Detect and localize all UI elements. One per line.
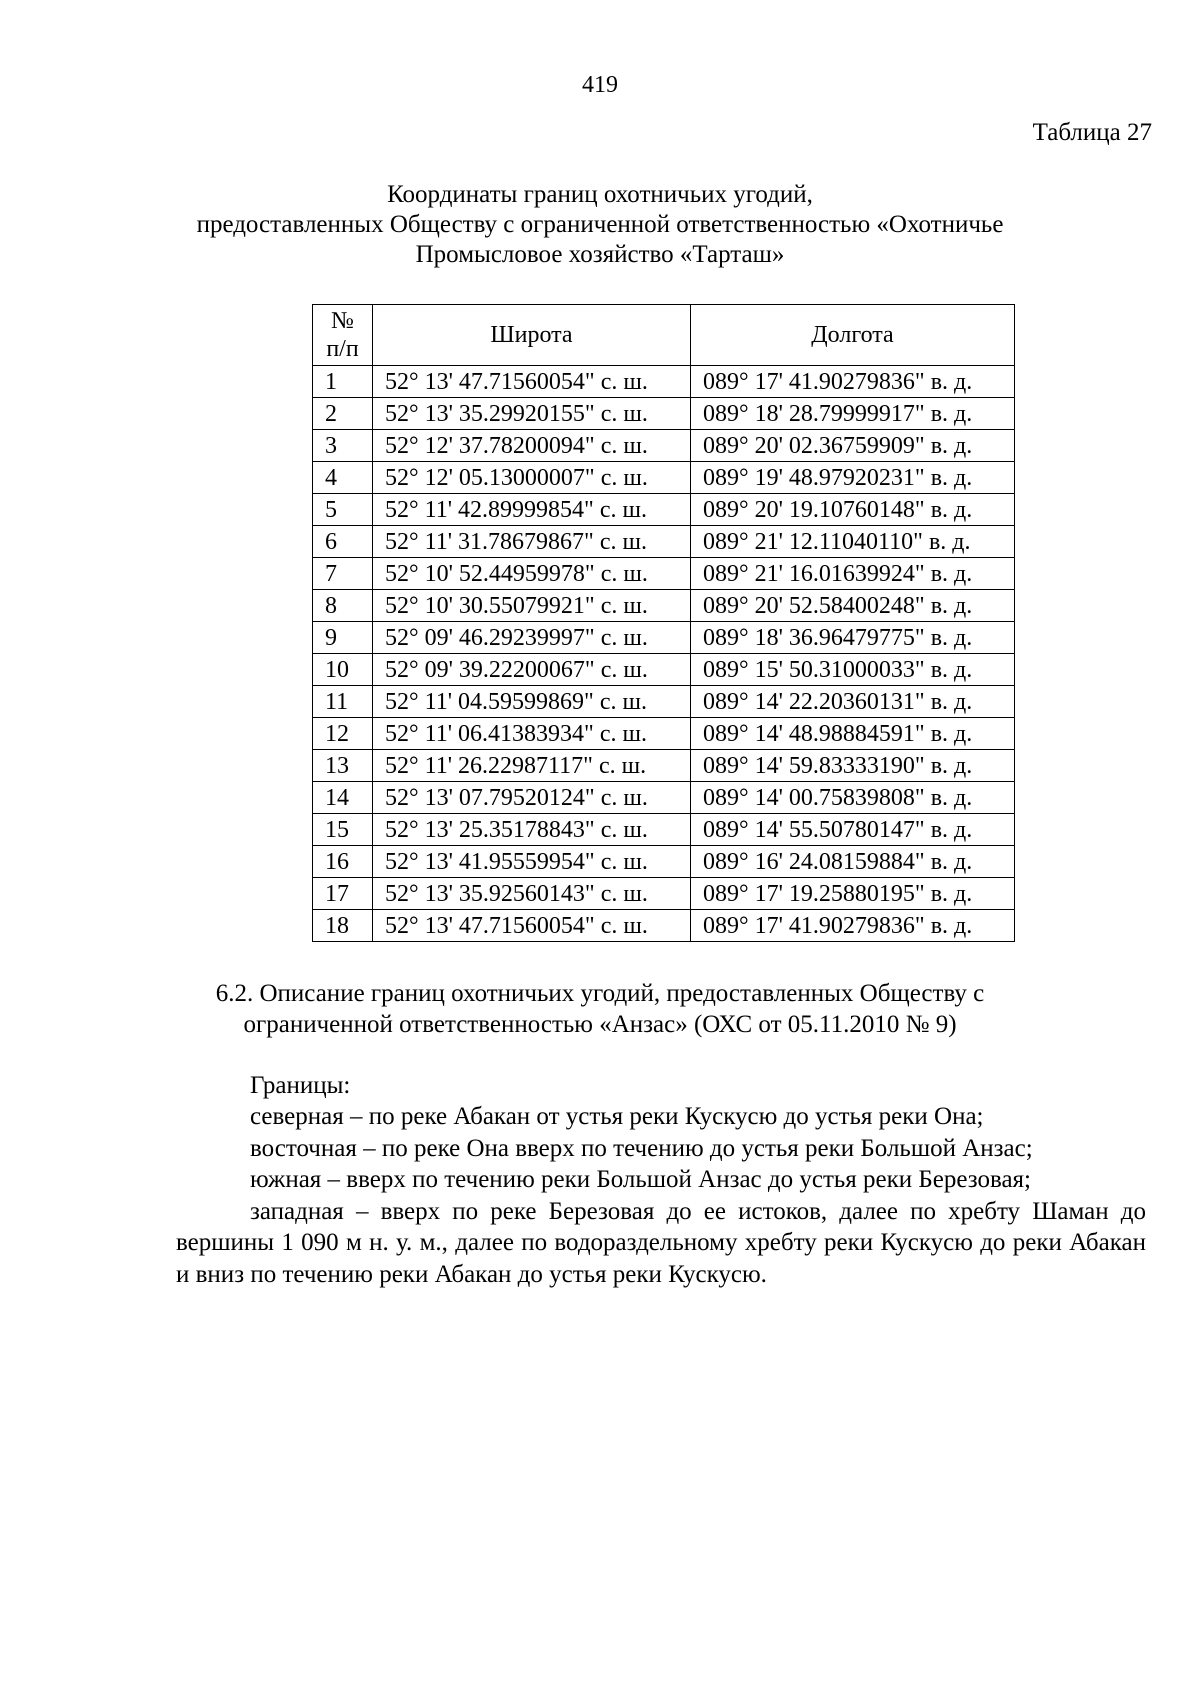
table-row bbox=[313, 878, 1015, 910]
section-heading bbox=[150, 978, 1050, 1040]
title-line: Промысловое хозяйство «Тарташ» bbox=[415, 241, 785, 268]
table-row bbox=[313, 910, 1015, 942]
longitude-cell: 089° 17' 41.90279836" в. д. bbox=[691, 910, 1015, 942]
row-number: 14 bbox=[313, 782, 373, 814]
latitude-cell: 52° 11' 04.59599869" с. ш. bbox=[373, 686, 691, 718]
latitude-cell: 52° 12' 37.78200094" с. ш. bbox=[373, 430, 691, 462]
table-body bbox=[313, 366, 1015, 942]
table-row bbox=[313, 814, 1015, 846]
row-number: 1 bbox=[313, 366, 373, 398]
boundary-north: северная – по реке Абакан от устья реки Кускусю до устья реки Она; bbox=[250, 1103, 984, 1130]
row-number: 9 bbox=[313, 622, 373, 654]
row-number: 12 bbox=[313, 718, 373, 750]
latitude-cell: 52° 11' 26.22987117" с. ш. bbox=[373, 750, 691, 782]
page-number: 419 bbox=[582, 72, 618, 98]
table-row bbox=[313, 558, 1015, 590]
longitude-cell: 089° 14' 59.83333190" в. д. bbox=[691, 750, 1015, 782]
section-heading-line: 6.2. Описание границ охотничьих угодий, предоставленных Обществу с bbox=[215, 980, 985, 1007]
latitude-cell: 52° 10' 30.55079921" с. ш. bbox=[373, 590, 691, 622]
row-number: 15 bbox=[313, 814, 373, 846]
longitude-cell: 089° 20' 52.58400248" в. д. bbox=[691, 590, 1015, 622]
latitude-cell: 52° 13' 25.35178843" с. ш. bbox=[373, 814, 691, 846]
boundary-east: восточная – по реке Она вверх по течению до устья реки Большой Анзас; bbox=[250, 1134, 1033, 1162]
table-row bbox=[313, 590, 1015, 622]
header-number: № п/п bbox=[313, 305, 373, 366]
latitude-cell: 52° 13' 07.79520124" с. ш. bbox=[373, 782, 691, 814]
table-title bbox=[150, 180, 1050, 270]
boundary-south: южная – вверх по течению реки Большой Анзас до устья реки Березовая; bbox=[250, 1166, 1032, 1193]
table-row bbox=[313, 686, 1015, 718]
latitude-cell: 52° 13' 47.71560054" с. ш. bbox=[373, 366, 691, 398]
boundary-west: западная – вверх по реке Березовая до ее истоков, далее по хребту Шаман до вершины 1 090 м н. у. м., далее по водораздельному хребту реки Кускусю до реки Абакан и вниз по течению реки Абакан до устья реки Кускусю. bbox=[176, 1197, 1146, 1288]
latitude-cell: 52° 09' 39.22200067" с. ш. bbox=[373, 654, 691, 686]
longitude-cell: 089° 17' 19.25880195" в. д. bbox=[691, 878, 1015, 910]
row-number: 3 bbox=[313, 430, 373, 462]
latitude-cell: 52° 11' 06.41383934" с. ш. bbox=[373, 718, 691, 750]
longitude-cell: 089° 14' 22.20360131" в. д. bbox=[691, 686, 1015, 718]
longitude-cell: 089° 15' 50.31000033" в. д. bbox=[691, 654, 1015, 686]
row-number: 5 bbox=[313, 494, 373, 526]
table-row bbox=[313, 398, 1015, 430]
title-line: предоставленных Обществу с ограниченной ответственностью «Охотничье bbox=[196, 211, 1004, 238]
coordinates-table bbox=[312, 304, 1015, 942]
row-number: 13 bbox=[313, 750, 373, 782]
row-number: 17 bbox=[313, 878, 373, 910]
longitude-cell: 089° 19' 48.97920231" в. д. bbox=[691, 462, 1015, 494]
header-longitude: Долгота bbox=[691, 305, 1015, 366]
header-latitude: Широта bbox=[373, 305, 691, 366]
title-line: Координаты границ охотничьих угодий, bbox=[387, 181, 813, 208]
longitude-cell: 089° 20' 19.10760148" в. д. bbox=[691, 494, 1015, 526]
row-number: 16 bbox=[313, 846, 373, 878]
row-number: 10 bbox=[313, 654, 373, 686]
longitude-cell: 089° 21' 12.11040110" в. д. bbox=[691, 526, 1015, 558]
table-row bbox=[313, 430, 1015, 462]
row-number: 2 bbox=[313, 398, 373, 430]
table-label: Таблица 27 bbox=[1032, 119, 1152, 146]
longitude-cell: 089° 14' 00.75839808" в. д. bbox=[691, 782, 1015, 814]
table-row bbox=[313, 622, 1015, 654]
latitude-cell: 52° 11' 31.78679867" с. ш. bbox=[373, 526, 691, 558]
longitude-cell: 089° 18' 36.96479775" в. д. bbox=[691, 622, 1015, 654]
latitude-cell: 52° 09' 46.29239997" с. ш. bbox=[373, 622, 691, 654]
table-row bbox=[313, 526, 1015, 558]
longitude-cell: 089° 17' 41.90279836" в. д. bbox=[691, 366, 1015, 398]
table-row bbox=[313, 654, 1015, 686]
latitude-cell: 52° 11' 42.89999854" с. ш. bbox=[373, 494, 691, 526]
latitude-cell: 52° 13' 35.29920155" с. ш. bbox=[373, 398, 691, 430]
section-heading-line: ограниченной ответственностью «Анзас» (ОХС от 05.11.2010 № 9) bbox=[243, 1011, 957, 1038]
boundaries-label: Границы: bbox=[250, 1072, 351, 1099]
latitude-cell: 52° 10' 52.44959978" с. ш. bbox=[373, 558, 691, 590]
longitude-cell: 089° 21' 16.01639924" в. д. bbox=[691, 558, 1015, 590]
row-number: 4 bbox=[313, 462, 373, 494]
table-header-row bbox=[313, 305, 1015, 366]
longitude-cell: 089° 16' 24.08159884" в. д. bbox=[691, 846, 1015, 878]
latitude-cell: 52° 13' 41.95559954" с. ш. bbox=[373, 846, 691, 878]
latitude-cell: 52° 13' 47.71560054" с. ш. bbox=[373, 910, 691, 942]
longitude-cell: 089° 14' 48.98884591" в. д. bbox=[691, 718, 1015, 750]
table-row bbox=[313, 782, 1015, 814]
row-number: 8 bbox=[313, 590, 373, 622]
latitude-cell: 52° 13' 35.92560143" с. ш. bbox=[373, 878, 691, 910]
row-number: 18 bbox=[313, 910, 373, 942]
table-row bbox=[313, 366, 1015, 398]
row-number: 7 bbox=[313, 558, 373, 590]
table-row bbox=[313, 750, 1015, 782]
latitude-cell: 52° 12' 05.13000007" с. ш. bbox=[373, 462, 691, 494]
row-number: 6 bbox=[313, 526, 373, 558]
boundaries-description bbox=[176, 1101, 1146, 1290]
table-row bbox=[313, 718, 1015, 750]
row-number: 11 bbox=[313, 686, 373, 718]
table-row bbox=[313, 846, 1015, 878]
longitude-cell: 089° 14' 55.50780147" в. д. bbox=[691, 814, 1015, 846]
longitude-cell: 089° 18' 28.79999917" в. д. bbox=[691, 398, 1015, 430]
table-row bbox=[313, 494, 1015, 526]
longitude-cell: 089° 20' 02.36759909" в. д. bbox=[691, 430, 1015, 462]
table-row bbox=[313, 462, 1015, 494]
